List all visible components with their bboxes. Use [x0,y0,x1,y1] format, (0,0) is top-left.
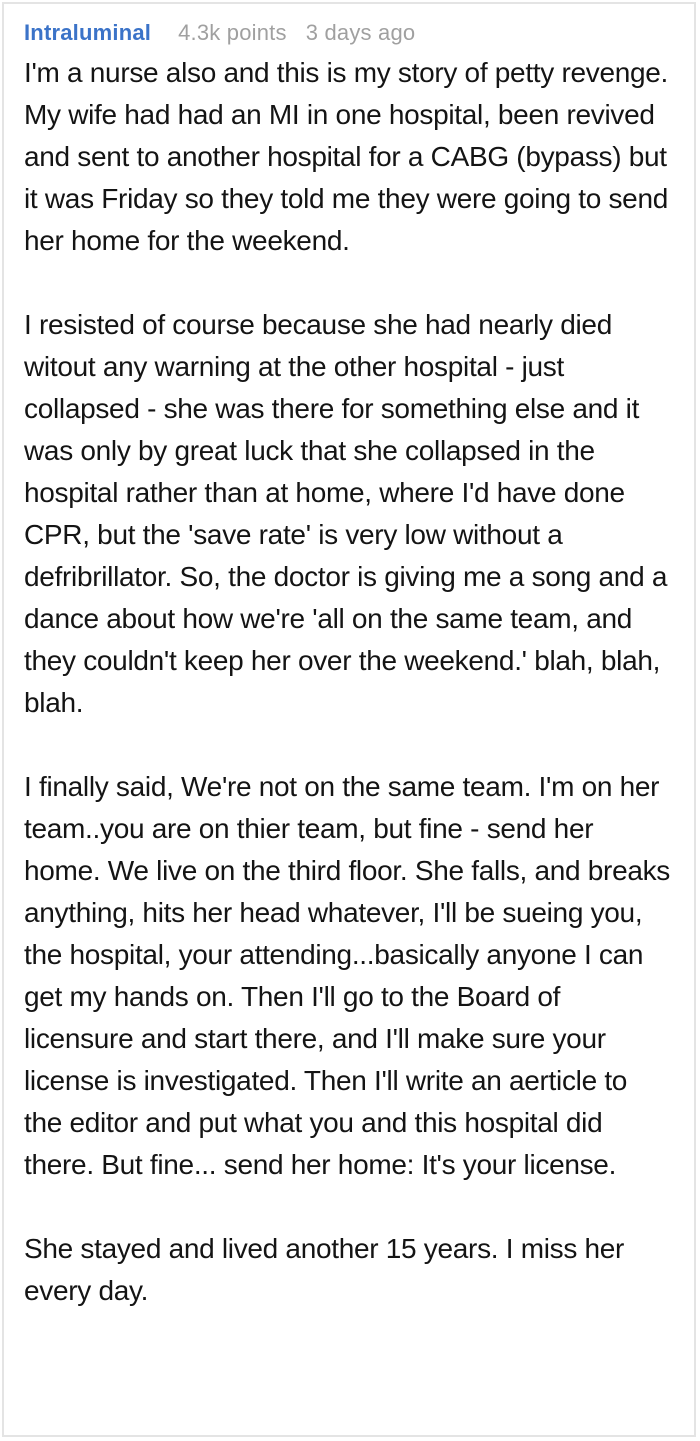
comment-paragraph: She stayed and lived another 15 years. I miss her every day. [24,1233,625,1306]
comment-paragraph: I finally said, We're not on the same team. I'm on her team..you are on thier team, but fine - send her home. We live on the third floor. She falls, and breaks anything, hits her head whatever, I'll be sueing you, the hospital, your attending...basically anyone I can get my hands on. Then I'll go to the Board of licensure and start there, and I'll make sure your license is investigated. Then I'll write an aerticle to the editor and put what you and this hospital did there. But fine... send her home: It's your license. [24,771,671,1180]
comment-timestamp: 3 days ago [305,20,416,45]
comment-points: 4.3k points [178,20,287,45]
comment-body [24,52,672,1312]
comment-card [2,2,696,1437]
comment-paragraph: I resisted of course because she had nearly died witout any warning at the other hospital - just collapsed - she was there for something else and it was only by great luck that she collapsed in the hospital rather than at home, where I'd have done CPR, but the 'save rate' is very low without a defribrillator. So, the doctor is giving me a song and a dance about how we're 'all on the same team, and they couldn't keep her over the weekend.' blah, blah, blah. [24,309,668,718]
comment-author-link[interactable]: Intraluminal [24,20,152,45]
comment-paragraph: I'm a nurse also and this is my story of petty revenge. My wife had had an MI in one hospital, been revived and sent to another hospital for a CABG (bypass) but it was Friday so they told me they were going to send her home for the weekend. [24,57,669,256]
comment-header [24,20,672,46]
